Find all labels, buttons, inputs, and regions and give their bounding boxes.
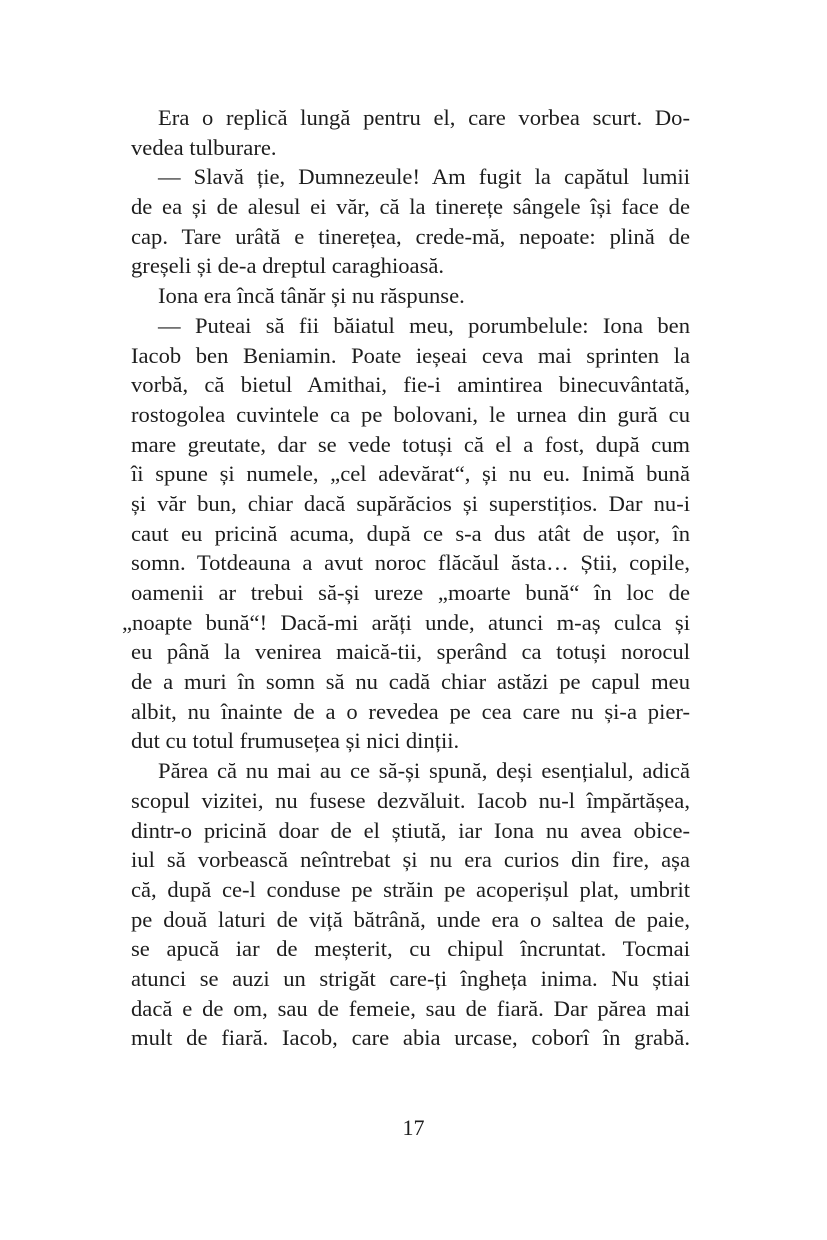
text-line: și văr bun, chiar dacă supărăcios și superstițios. Dar nu-i (131, 490, 690, 516)
text-line: mult de fiară. Iacob, care abia urcase, coborî în grabă. (131, 1025, 690, 1051)
text-line: Era o replică lungă pentru el, care vorbea scurt. Do- (158, 105, 690, 130)
text-line: albit, nu înainte de a o revedea pe cea care nu și-a pier- (131, 698, 690, 724)
page-number: 17 (402, 1115, 425, 1140)
text-line: eu până la venirea maică-tii, sperând ca totuși norocul (131, 639, 690, 665)
book-page-text (122, 103, 690, 1053)
text-line: dut cu totul frumusețea și nici dinții. (131, 728, 460, 754)
text-line: Părea că nu mai au ce să-și spună, deși esențialul, adică (158, 758, 690, 784)
text-line: se apucă iar de meșterit, cu chipul încruntat. Tocmai (131, 936, 690, 962)
text-line: îi spune și numele, „cel adevărat“, și nu eu. Inimă bună (131, 461, 690, 487)
text-line: somn. Totdeauna a avut noroc flăcăul ăsta… Știi, copile, (131, 550, 690, 576)
text-line: mare greutate, dar se vede totuși că el a fost, după cum (131, 431, 690, 457)
text-line: că, după ce-l conduse pe străin pe acoperișul plat, umbrit (131, 876, 690, 902)
text-line: oamenii ar trebui să-și ureze „moarte bună“ în loc de (131, 580, 690, 605)
text-line: iul să vorbească neîntrebat și nu era curios din fire, așa (131, 847, 690, 873)
text-line: — Puteai să fii băiatul meu, porumbelule: Iona ben (158, 312, 690, 338)
text-line: „noapte bună“! Dacă-mi arăți unde, atunci m-aș culca și (122, 609, 690, 635)
text-line: — Slavă ție, Dumnezeule! Am fugit la capătul lumii (158, 164, 690, 190)
text-line: cap. Tare urâtă e tinerețea, crede-mă, nepoate: plină de (131, 223, 690, 249)
text-line: Iacob ben Beniamin. Poate ieșeai ceva mai sprinten la (131, 342, 690, 368)
text-line: pe două laturi de viță bătrână, unde era o saltea de paie, (131, 906, 690, 932)
text-line: caut eu pricină acuma, după ce s-a dus atât de ușor, în (131, 520, 690, 546)
text-line: de a muri în somn să nu cadă chiar astăzi pe capul meu (131, 669, 690, 695)
text-line: scopul vizitei, nu fusese dezvăluit. Iacob nu-l împărtășea, (131, 787, 690, 813)
text-line: vorbă, că bietul Amithai, fie-i amintirea binecuvântată, (131, 372, 690, 398)
text-line: greșeli și de-a dreptul caraghioasă. (131, 253, 445, 279)
text-line: vedea tulburare. (131, 134, 277, 160)
text-line: de ea și de alesul ei văr, că la tinerețe sângele își face de (131, 194, 690, 220)
text-line: dintr-o pricină doar de el știută, iar Iona nu avea obice- (131, 817, 690, 843)
text-line: Iona era încă tânăr și nu răspunse. (158, 283, 465, 309)
text-line: atunci se auzi un strigăt care-ți îngheța inima. Nu știai (131, 965, 690, 991)
text-line: dacă e de om, sau de femeie, sau de fiară. Dar părea mai (131, 995, 690, 1021)
text-line: rostogolea cuvintele ca pe bolovani, le urnea din gură cu (131, 401, 690, 427)
